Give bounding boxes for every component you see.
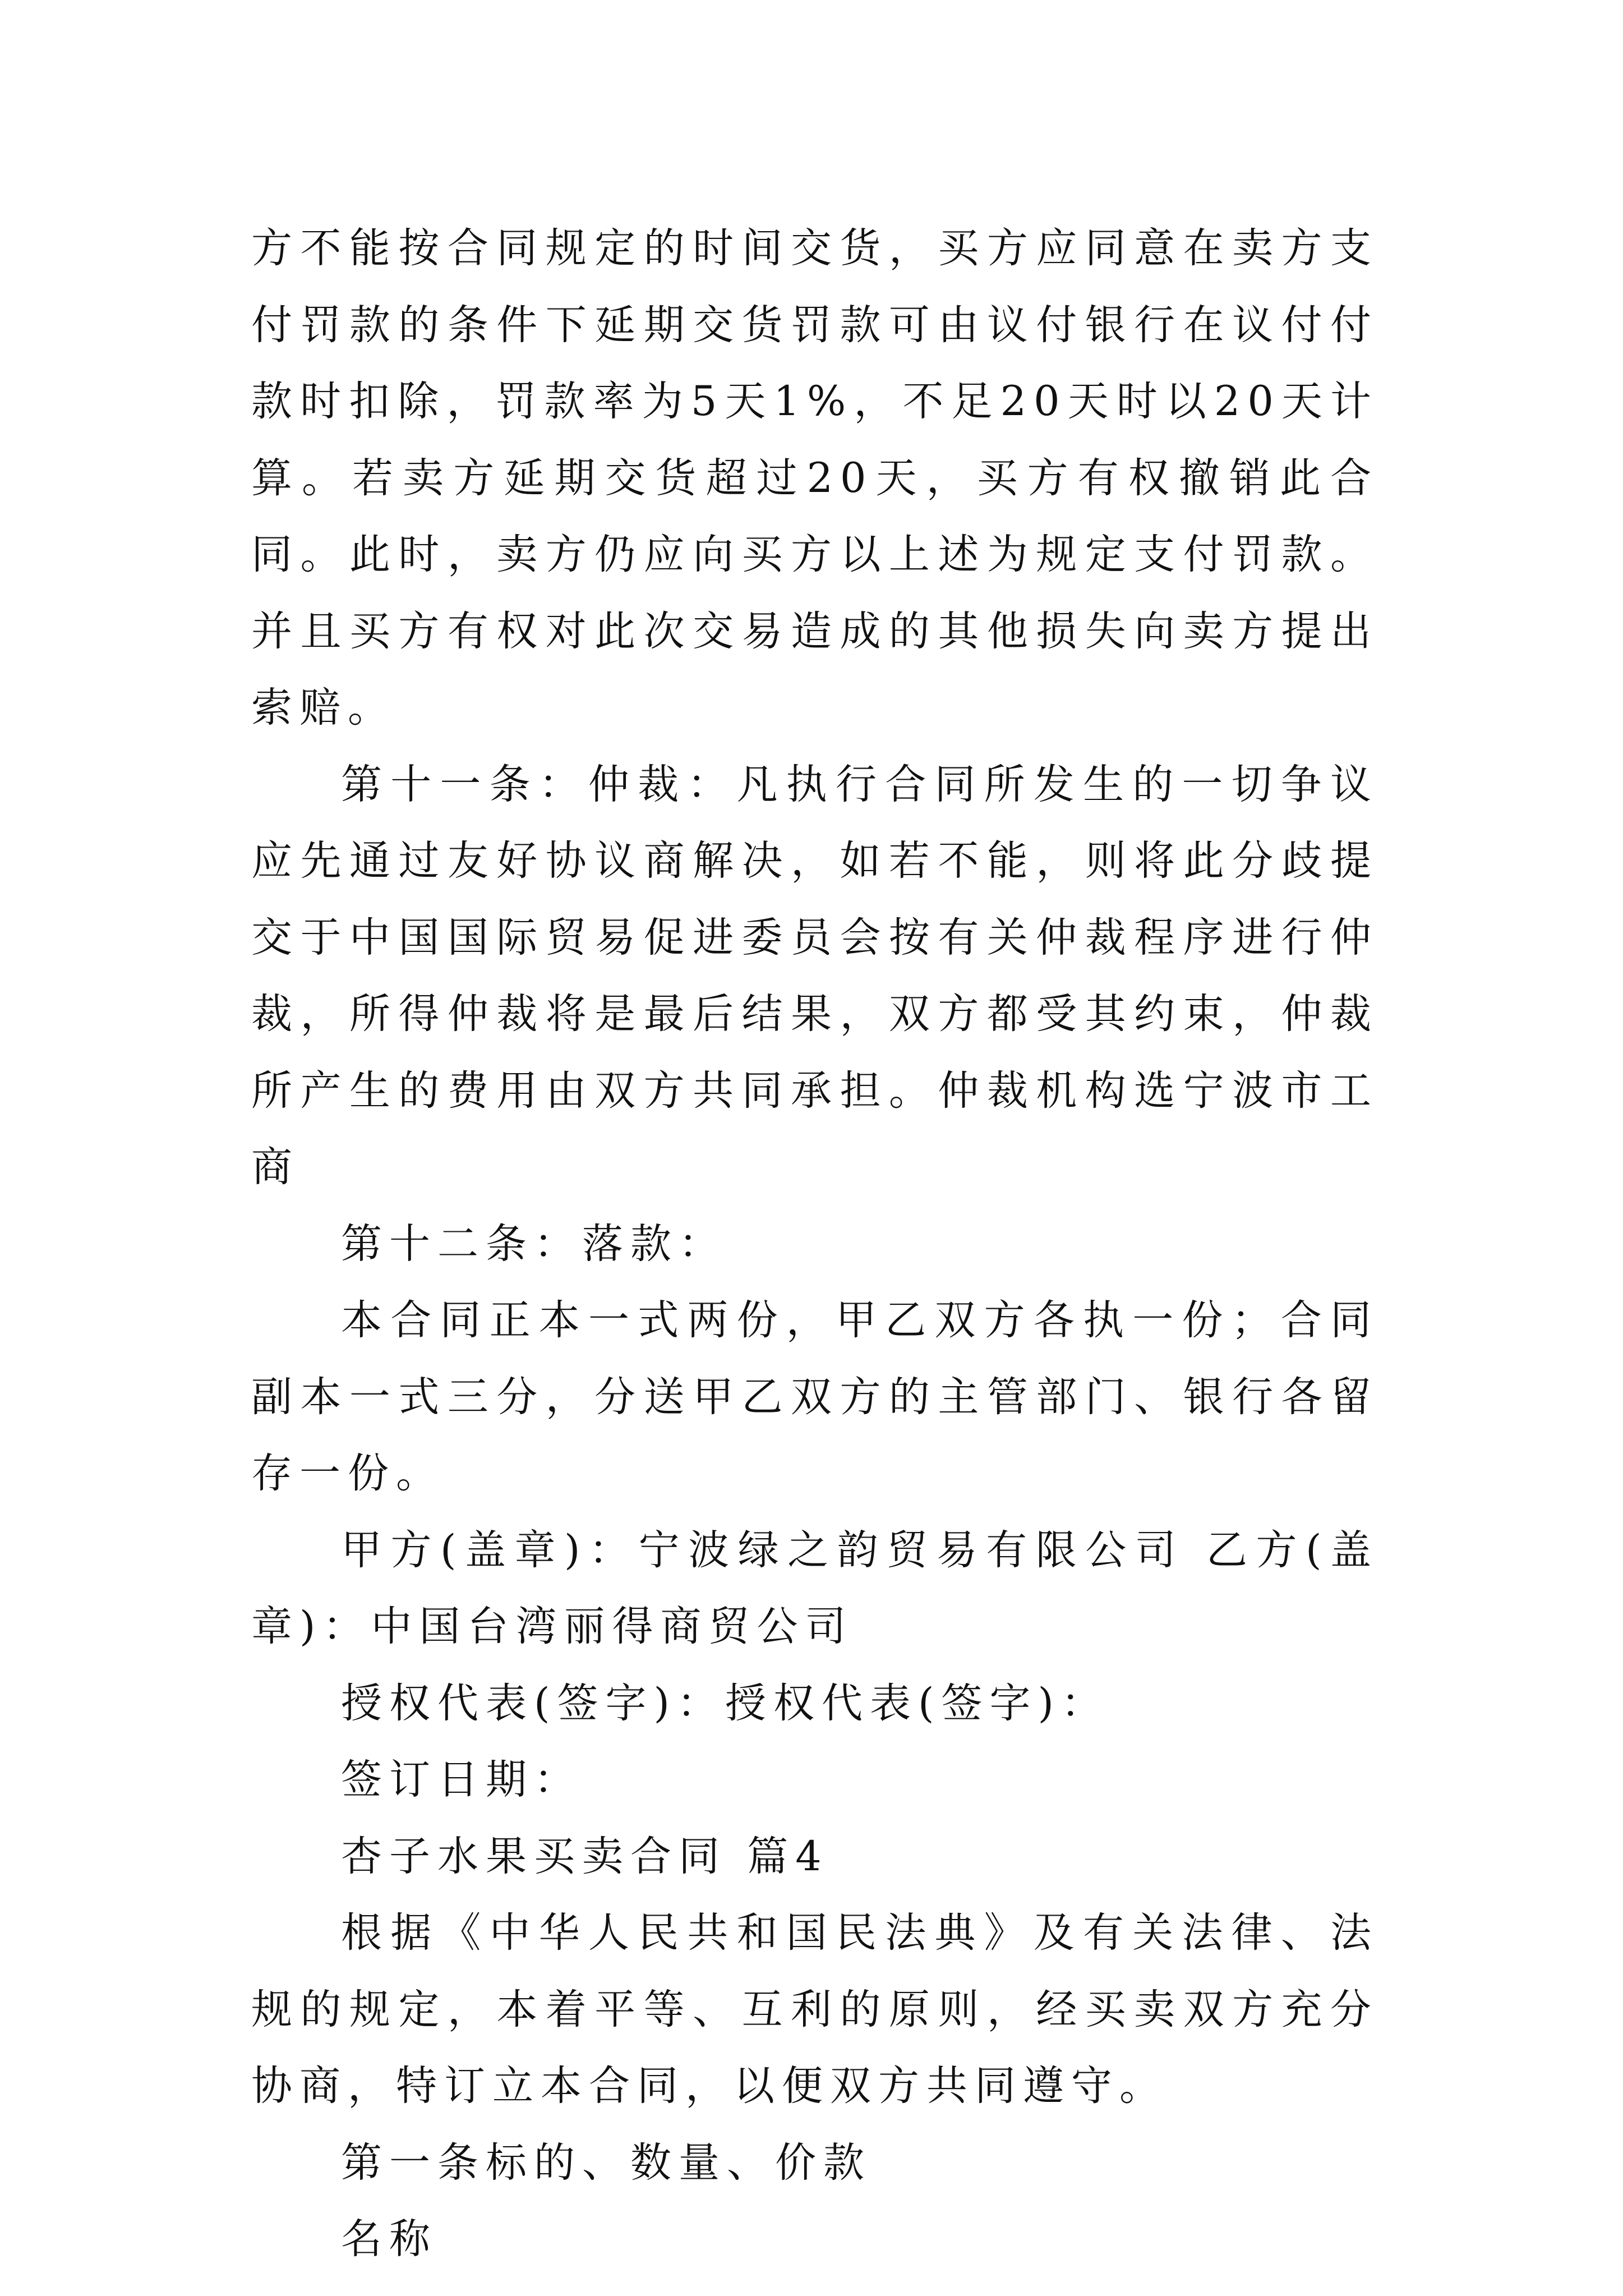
paragraph-preamble: 根据《中华人民共和国民法典》及有关法律、法规的规定，本着平等、互利的原则，经买卖双方充分协商，特订立本合同，以便双方共同遵守。: [251, 1909, 1378, 2110]
paragraph-penalty-clause: 方不能按合同规定的时间交货，买方应同意在卖方支付罚款的条件下延期交货罚款可由议付银行在议付付款时扣除，罚款率为5天1%，不足20天时以20天计算。若卖方延期交货超过20天，买方有权撤销此合同。此时，卖方仍应向买方以上述为规定支付罚款。并且买方有权对此次交易造成的其他损失向卖方提出索赔。: [251, 224, 1378, 731]
paragraph-signing-date: 签订日期：: [341, 1756, 582, 1803]
paragraph-article-11-arbitration: 第十一条：仲裁：凡执行合同所发生的一切争议应先通过友好协议商解决，如若不能，则将此分歧提交于中国国际贸易促进委员会按有关仲裁程序进行仲裁，所得仲裁将是最后结果，双方都受其约束，仲裁所产生的费用由双方共同承担。仲裁机构选宁波市工商: [251, 760, 1378, 1191]
document-body: [251, 210, 1378, 2278]
paragraph-article-1-heading: 第一条标的、数量、价款: [341, 2138, 872, 2187]
paragraph-parties: 甲方(盖章)：宁波绿之韵贸易有限公司 乙方(盖章)：中国台湾丽得商贸公司: [251, 1526, 1378, 1650]
paragraph-article-12-signature: 第十二条：落款：: [341, 1220, 727, 1268]
paragraph-contract-copies: 本合同正本一式两份，甲乙双方各执一份；合同副本一式三分，分送甲乙双方的主管部门、银行各留存一份。: [251, 1296, 1378, 1497]
paragraph-name-label: 名称: [341, 2215, 437, 2263]
section-heading-contract-4: 杏子水果买卖合同 篇4: [341, 1832, 829, 1880]
paragraph-authorized-representatives: 授权代表(签字)：授权代表(签字)：: [341, 1679, 1109, 1727]
